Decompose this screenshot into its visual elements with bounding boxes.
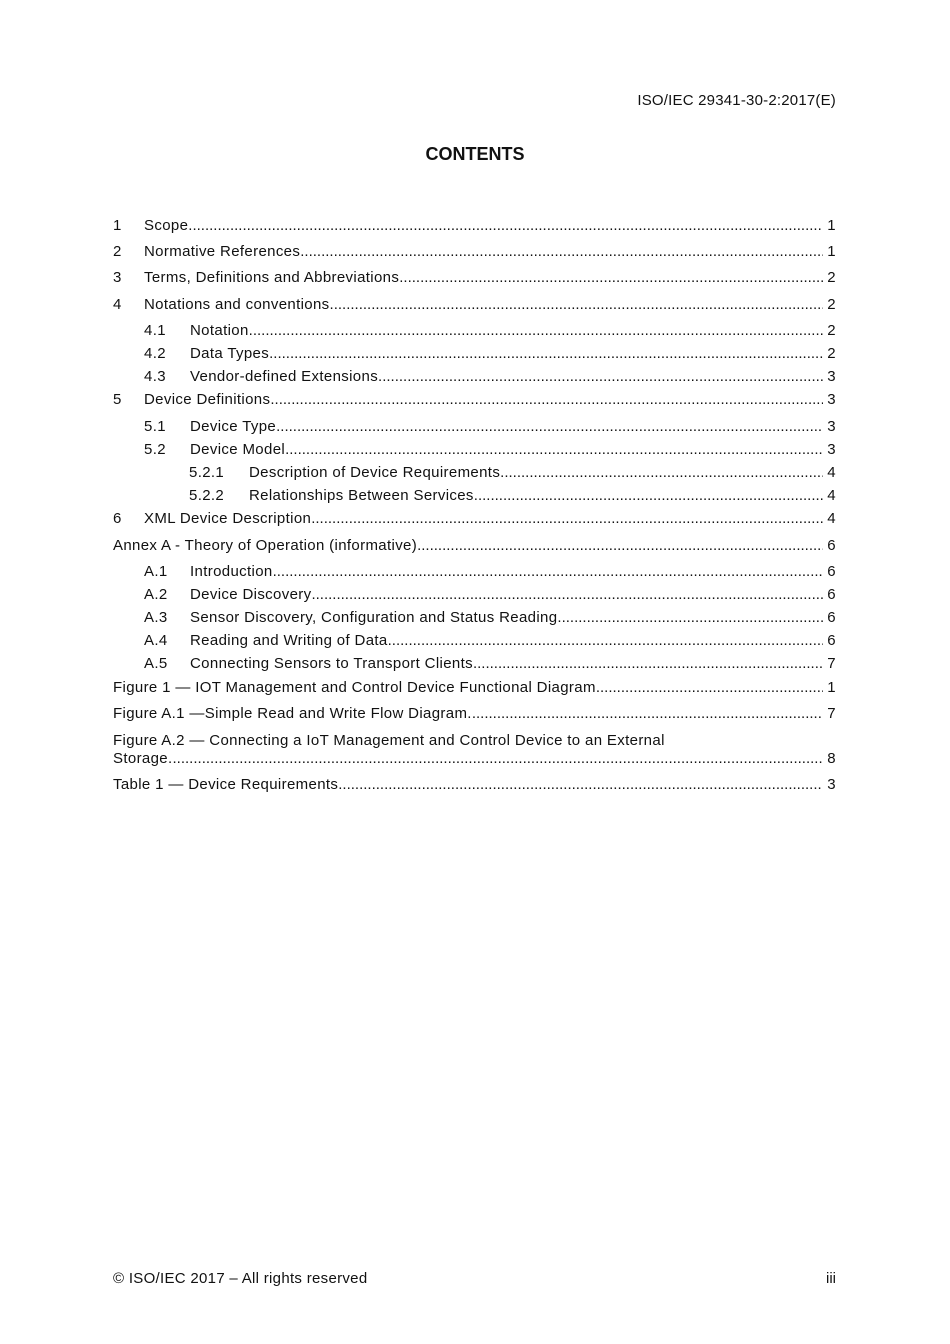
toc-figure-entry[interactable]	[113, 732, 836, 769]
toc-entry-number: 5.2	[144, 441, 166, 458]
dot-leader	[300, 242, 823, 262]
toc-entry-label: Annex A - Theory of Operation (informative)	[113, 537, 418, 554]
toc-entry[interactable]	[144, 367, 836, 387]
toc-entry-page: 4	[827, 464, 836, 481]
toc-entry-number: 2	[113, 243, 122, 260]
toc-entry-label: Reading and Writing of Data	[190, 632, 388, 649]
dot-leader	[417, 536, 823, 556]
toc-entry[interactable]	[144, 440, 836, 460]
toc-entry-label: Device Definitions	[144, 391, 271, 408]
toc-entry[interactable]	[144, 585, 836, 605]
toc-entry-number: 4.3	[144, 368, 166, 385]
toc-entry[interactable]	[113, 295, 836, 315]
toc-entry-label: Device Type	[190, 418, 277, 435]
toc-entry[interactable]	[113, 509, 836, 529]
toc-entry-number: 6	[113, 510, 122, 527]
dot-leader	[557, 608, 823, 628]
toc-entry[interactable]	[113, 390, 836, 410]
toc-entry[interactable]	[144, 417, 836, 437]
toc-entry-label: Vendor-defined Extensions	[190, 368, 379, 385]
toc-entry-number: A.3	[144, 609, 168, 626]
toc-entry-page: 3	[827, 441, 836, 458]
toc-entry-label: Notation	[190, 322, 249, 339]
dot-leader	[474, 486, 824, 506]
toc-entry-page: 8	[827, 750, 836, 767]
toc-entry-number: 5.2.2	[189, 487, 225, 504]
toc-table-entry[interactable]	[113, 775, 836, 795]
dot-leader	[173, 749, 824, 769]
dot-leader	[311, 585, 823, 605]
toc-entry-page: 4	[827, 487, 836, 504]
toc-entry-page: 3	[827, 418, 836, 435]
toc-entry-number: 5.2.1	[189, 464, 225, 481]
toc-entry-number: 4.2	[144, 345, 166, 362]
toc-entry-page: 2	[827, 345, 836, 362]
toc-entry-page: 6	[827, 586, 836, 603]
toc-entry-label: Description of Device Requirements	[249, 464, 501, 481]
toc-figure-entry[interactable]	[113, 678, 836, 698]
dot-leader	[269, 344, 823, 364]
toc-figure-entry[interactable]	[113, 704, 836, 724]
dot-leader	[596, 678, 823, 698]
dot-leader	[473, 654, 823, 674]
toc-entry[interactable]	[113, 268, 836, 288]
toc-entry[interactable]	[144, 562, 836, 582]
dot-leader	[270, 390, 823, 410]
toc-entry[interactable]	[144, 608, 836, 628]
toc-entry-number: 4	[113, 296, 122, 313]
toc-entry-label: Device Discovery	[190, 586, 312, 603]
toc-entry-number: A.4	[144, 632, 168, 649]
dot-leader	[378, 367, 823, 387]
dot-leader	[338, 775, 823, 795]
toc-entry-page: 1	[827, 679, 836, 696]
dot-leader	[388, 631, 824, 651]
toc-entry-label: Relationships Between Services	[249, 487, 474, 504]
toc-entry-number: 3	[113, 269, 122, 286]
toc-entry-label: Table 1 — Device Requirements	[113, 776, 339, 793]
toc-entry-label: Introduction	[190, 563, 273, 580]
toc-entry-page: 3	[827, 776, 836, 793]
toc-entry-number: 5	[113, 391, 122, 408]
toc-entry[interactable]	[144, 321, 836, 341]
toc-entry-page: 1	[827, 217, 836, 234]
toc-entry[interactable]	[144, 654, 836, 674]
toc-entry-label: Terms, Definitions and Abbreviations	[144, 269, 400, 286]
dot-leader	[188, 216, 823, 236]
dot-leader	[399, 268, 823, 288]
toc-entry-label: Figure 1 — IOT Management and Control Device Functional Diagram	[113, 679, 596, 696]
toc-entry-page: 6	[827, 563, 836, 580]
dot-leader	[249, 321, 824, 341]
toc-entry-page: 2	[827, 269, 836, 286]
toc-entry-label: Data Types	[190, 345, 270, 362]
toc-entry-number: 1	[113, 217, 122, 234]
toc-entry-number: A.5	[144, 655, 168, 672]
toc-entry-page: 7	[827, 655, 836, 672]
toc-entry-page: 6	[827, 537, 836, 554]
toc-entry-number: 4.1	[144, 322, 166, 339]
dot-leader	[500, 463, 823, 483]
toc-entry-label: Sensor Discovery, Configuration and Status Reading	[190, 609, 558, 626]
document-identifier: ISO/IEC 29341-30-2:2017(E)	[637, 92, 836, 109]
toc-entry-label: Scope	[144, 217, 189, 234]
toc-entry-label: Device Model	[190, 441, 286, 458]
toc-entry-number: 5.1	[144, 418, 166, 435]
dot-leader	[330, 295, 824, 315]
toc-entry-page: 4	[827, 510, 836, 527]
toc-entry-label: XML Device Description	[144, 510, 312, 527]
toc-entry-label: Figure A.1 —Simple Read and Write Flow Diagram.	[113, 705, 472, 722]
toc-entry-number: A.1	[144, 563, 168, 580]
dot-leader	[311, 509, 823, 529]
toc-entry-page: 2	[827, 296, 836, 313]
toc-annex-entry[interactable]	[113, 536, 836, 556]
copyright-notice: © ISO/IEC 2017 – All rights reserved	[113, 1270, 368, 1287]
toc-entry[interactable]	[113, 242, 836, 262]
toc-entry-page: 3	[827, 368, 836, 385]
toc-entry-page: 3	[827, 391, 836, 408]
page-number: iii	[826, 1270, 836, 1287]
toc-entry-label: Normative References	[144, 243, 301, 260]
dot-leader	[472, 704, 823, 724]
toc-entry[interactable]	[189, 486, 836, 506]
dot-leader	[276, 417, 823, 437]
page-title: CONTENTS	[425, 144, 525, 164]
toc-entry-label-first-line: Figure A.2 — Connecting a IoT Management and Control Device to an External	[113, 732, 665, 749]
toc-entry-page: 7	[827, 705, 836, 722]
toc-entry-label: Notations and conventions	[144, 296, 330, 313]
toc-entry-label: Storage.	[113, 750, 173, 767]
toc-entry[interactable]	[189, 463, 836, 483]
toc-entry-page: 1	[827, 243, 836, 260]
toc-entry[interactable]	[144, 631, 836, 651]
toc-entry-label: Connecting Sensors to Transport Clients	[190, 655, 473, 672]
toc-entry[interactable]	[113, 216, 836, 236]
toc-entry-page: 2	[827, 322, 836, 339]
dot-leader	[285, 440, 823, 460]
toc-entry-page: 6	[827, 609, 836, 626]
toc-entry[interactable]	[144, 344, 836, 364]
toc-entry-number: A.2	[144, 586, 168, 603]
toc-entry-page: 6	[827, 632, 836, 649]
dot-leader	[273, 562, 824, 582]
